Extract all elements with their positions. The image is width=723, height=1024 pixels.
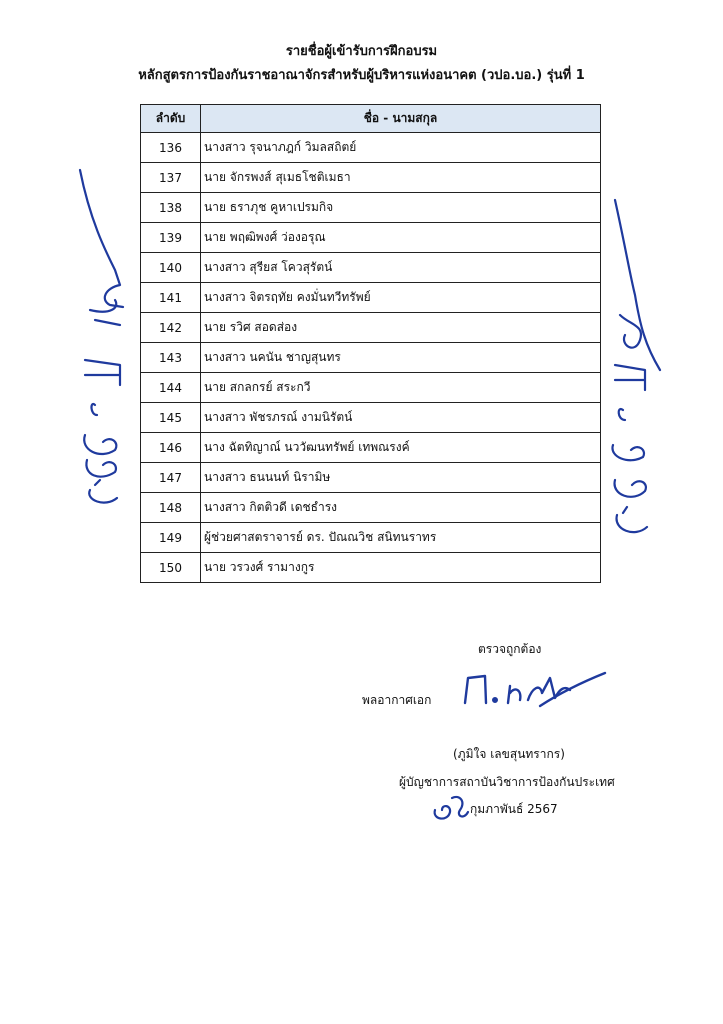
left-margin-handwriting	[75, 160, 135, 520]
row-number: 145	[141, 403, 201, 433]
table-row	[141, 463, 601, 493]
table-row	[141, 433, 601, 463]
table-header-row	[141, 105, 601, 133]
row-number: 144	[141, 373, 201, 403]
table-row	[141, 403, 601, 433]
verified-label: ตรวจถูกต้อง	[478, 642, 542, 656]
row-full-name: นางสาว สุรียส โควสุรัตน์	[201, 253, 601, 283]
row-number: 141	[141, 283, 201, 313]
row-number: 148	[141, 493, 201, 523]
signer-rank: พลอากาศเอก	[362, 693, 432, 707]
row-number: 140	[141, 253, 201, 283]
signer-position: ผู้บัญชาการสถาบันวิชาการป้องกันประเทศ	[399, 775, 615, 789]
row-full-name: นาย วรวงศ์ รามางกูร	[201, 553, 601, 583]
row-full-name: นางสาว ธนนนท์ นิรามิษ	[201, 463, 601, 493]
row-full-name: นางสาว พัชรภรณ์ งามนิรัตน์	[201, 403, 601, 433]
table-row	[141, 373, 601, 403]
row-number: 142	[141, 313, 201, 343]
table-row	[141, 163, 601, 193]
table-row	[141, 553, 601, 583]
table-row	[141, 343, 601, 373]
table-row	[141, 523, 601, 553]
signer-name: (ภูมิใจ เลขสุนทรากร)	[453, 747, 565, 761]
row-number: 143	[141, 343, 201, 373]
table-row	[141, 223, 601, 253]
document-title: รายชื่อผู้เข้ารับการฝึกอบรม	[285, 44, 438, 59]
row-full-name: นาย รวิศ สอดส่อง	[201, 313, 601, 343]
table-row	[141, 283, 601, 313]
table-row	[141, 313, 601, 343]
row-full-name: นางสาว รุจนาภฎก์ วิมลสถิตย์	[201, 133, 601, 163]
row-number: 146	[141, 433, 201, 463]
column-header-no: ลำดับ	[141, 105, 201, 133]
row-number: 139	[141, 223, 201, 253]
handwritten-date-day	[430, 790, 470, 824]
row-full-name: นาย ธราภุช คูหาเปรมกิจ	[201, 193, 601, 223]
row-number: 138	[141, 193, 201, 223]
row-full-name: ผู้ช่วยศาสตราจารย์ ดร. ปัณณวิช สนิทนราทร	[201, 523, 601, 553]
row-full-name: นาง ฉัตทิญาณ์ นววัฒนทรัพย์ เทพณรงค์	[201, 433, 601, 463]
row-full-name: นางสาว กิตติวดี เดชธำรง	[201, 493, 601, 523]
table-row	[141, 493, 601, 523]
row-number: 149	[141, 523, 201, 553]
table-row	[141, 133, 601, 163]
row-full-name: นางสาว จิตรฤทัย คงมั่นทวีทรัพย์	[201, 283, 601, 313]
column-header-name: ชื่อ - นามสกุล	[201, 105, 601, 133]
row-number: 147	[141, 463, 201, 493]
row-number: 137	[141, 163, 201, 193]
row-number: 150	[141, 553, 201, 583]
handwritten-signature	[460, 668, 610, 718]
row-full-name: นางสาว นคนัน ชาญสุนทร	[201, 343, 601, 373]
date-suffix: กุมภาพันธ์ 2567	[470, 802, 558, 816]
row-number: 136	[141, 133, 201, 163]
row-full-name: นาย พฤฒิพงศ์ ว่องอรุณ	[201, 223, 601, 253]
table-row	[141, 253, 601, 283]
row-full-name: นาย สกลกรย์ สระกวี	[201, 373, 601, 403]
table-row	[141, 193, 601, 223]
document-subtitle: หลักสูตรการป้องกันราชอาณาจักรสำหรับผู้บริหารแห่งอนาคต (วปอ.บอ.) รุ่นที่ 1	[138, 68, 585, 83]
right-margin-handwriting	[605, 195, 665, 565]
row-full-name: นาย จักรพงส์ สุเมธโชติเมธา	[201, 163, 601, 193]
roster-table	[140, 104, 601, 583]
